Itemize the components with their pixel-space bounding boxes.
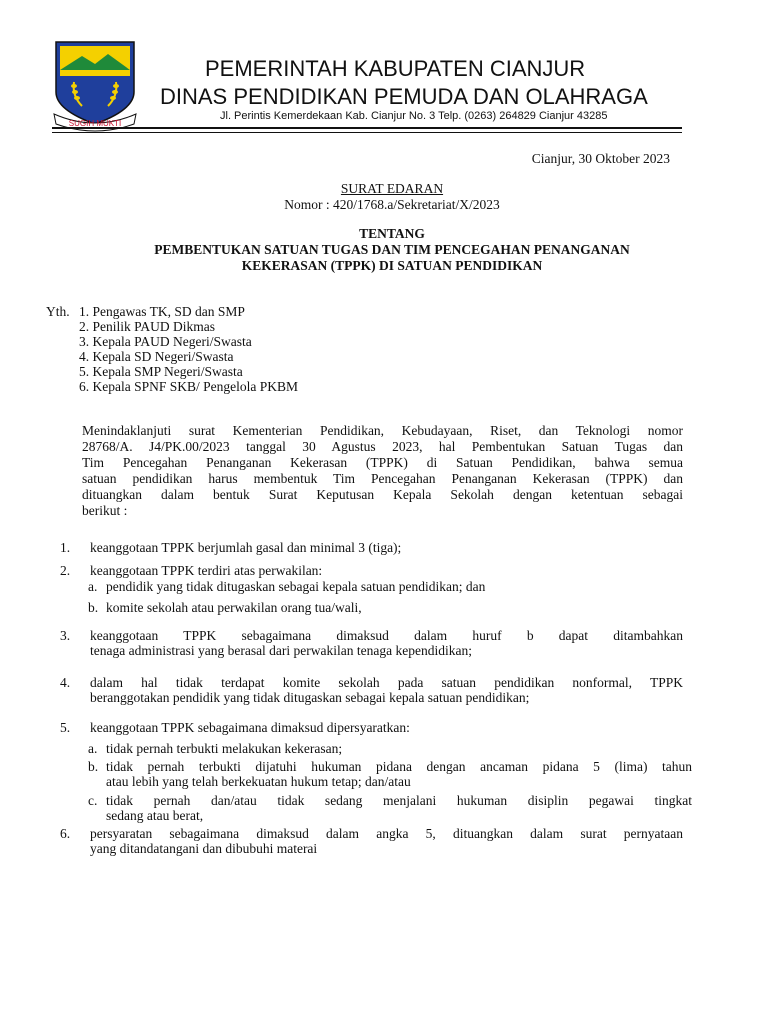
subitem-text: tidak pernah terbukti dijatuhi hukuman pidana dengan ancaman pidana 5 (lima) tahun [106, 759, 692, 774]
provision-text: keanggotaan TPPK terdiri atas perwakilan: [90, 563, 323, 578]
subitem-letter: a. [88, 579, 98, 594]
recipient-list [46, 304, 298, 394]
subject-line-2: KEKERASAN (TPPK) DI SATUAN PENDIDIKAN [241, 258, 543, 273]
subitem-text: komite sekolah atau perwakilan orang tua/wali, [106, 600, 362, 615]
provision-number: 2. [60, 563, 71, 578]
provision-number: 6. [60, 826, 71, 841]
about-label: TENTANG [359, 226, 425, 241]
subitem-letter: b. [88, 600, 99, 615]
intro-line: 28768/A. J4/PK.00/2023 tanggal 30 Agustus 2023, hal Pembentukan Satuan Tugas dan [82, 439, 683, 454]
recipient-item: 3. Kepala PAUD Negeri/Swasta [79, 334, 252, 349]
subitem-letter: c. [88, 793, 98, 808]
intro-line: Menindaklanjuti surat Kementerian Pendidikan, Kebudayaan, Riset, dan Teknologi nomor [82, 423, 683, 438]
department-name: DINAS PENDIDIKAN PEMUDA DAN OLAHRAGA [160, 84, 648, 109]
letterhead-rule-thin [52, 132, 682, 133]
intro-line: satuan pendidikan harus membentuk Tim Pencegahan Penanganan Kekerasan (TPPK) dan [82, 471, 683, 486]
subitem-text: sedang atau berat, [106, 808, 204, 823]
intro-paragraph [82, 423, 683, 519]
subject-line-1: PEMBENTUKAN SATUAN TUGAS DAN TIM PENCEGAHAN PENANGANAN [154, 242, 630, 257]
provision-number: 3. [60, 628, 71, 643]
recipient-item: 2. Penilik PAUD Dikmas [79, 319, 216, 334]
provision-text: persyaratan sebagaimana dimaksud dalam angka 5, dituangkan dalam surat pernyataan [90, 826, 683, 841]
subitem-text: atau lebih yang telah berkekuatan hukum tetap; dan/atau [106, 774, 411, 789]
letter-date: Cianjur, 30 Oktober 2023 [531, 151, 670, 166]
recipient-item: 1. Pengawas TK, SD dan SMP [79, 304, 245, 319]
document-number: Nomor : 420/1768.a/Sekretariat/X/2023 [284, 197, 500, 212]
intro-line: dituangkan dalam bentuk Surat Keputusan Kepala Sekolah dengan ketentuan sebagai [82, 487, 683, 502]
intro-line: Tim Pencegahan Penanganan Kekerasan (TPPK) di Satuan Pendidikan, bahwa semua [82, 455, 683, 470]
provision-number: 4. [60, 675, 71, 690]
recipient-item: 6. Kepala SPNF SKB/ Pengelola PKBM [79, 379, 299, 394]
provision-text: keanggotaan TPPK berjumlah gasal dan minimal 3 (tiga); [90, 540, 402, 555]
provision-number: 5. [60, 720, 71, 735]
letterhead-rule-thick [52, 127, 682, 129]
provision-text: yang ditandatangani dan dibubuhi materai [90, 841, 318, 856]
recipient-item: 5. Kepala SMP Negeri/Swasta [79, 364, 243, 379]
provision-text: keanggotaan TPPK sebagaimana dimaksud dipersyaratkan: [90, 720, 410, 735]
recipient-item: 4. Kepala SD Negeri/Swasta [79, 349, 234, 364]
document-type: SURAT EDARAN [340, 181, 444, 196]
provision-text: beranggotakan pendidik yang tidak ditugaskan sebagai kepala satuan pendidikan; [90, 690, 530, 705]
subitem-letter: a. [88, 741, 98, 756]
recipient-prefix: Yth. [46, 304, 70, 319]
subitem-text: pendidik yang tidak ditugaskan sebagai kepala satuan pendidikan; dan [106, 579, 486, 594]
subitem-text: tidak pernah dan/atau tidak sedang menjalani hukuman disiplin pegawai tingkat [106, 793, 692, 808]
office-address: Jl. Perintis Kemerdekaan Kab. Cianjur No. 3 Telp. (0263) 264829 Cianjur 43285 [220, 110, 608, 122]
provision-number: 1. [60, 540, 71, 555]
provision-text: tenaga administrasi yang berasal dari perwakilan tenaga kependidikan; [90, 643, 472, 658]
regency-coat-of-arms-logo [52, 40, 138, 132]
intro-line: berikut : [82, 503, 128, 518]
government-name: PEMERINTAH KABUPATEN CIANJUR [205, 56, 586, 81]
provision-text: dalam hal tidak terdapat komite sekolah pada satuan pendidikan nonformal, TPPK [90, 675, 683, 690]
logo-motto: SUGIH MUKTI [68, 119, 122, 128]
provision-text: keanggotaan TPPK sebagaimana dimaksud dalam huruf b dapat ditambahkan [90, 628, 683, 643]
subitem-letter: b. [88, 759, 99, 774]
subitem-text: tidak pernah terbukti melakukan kekerasan; [106, 741, 343, 756]
